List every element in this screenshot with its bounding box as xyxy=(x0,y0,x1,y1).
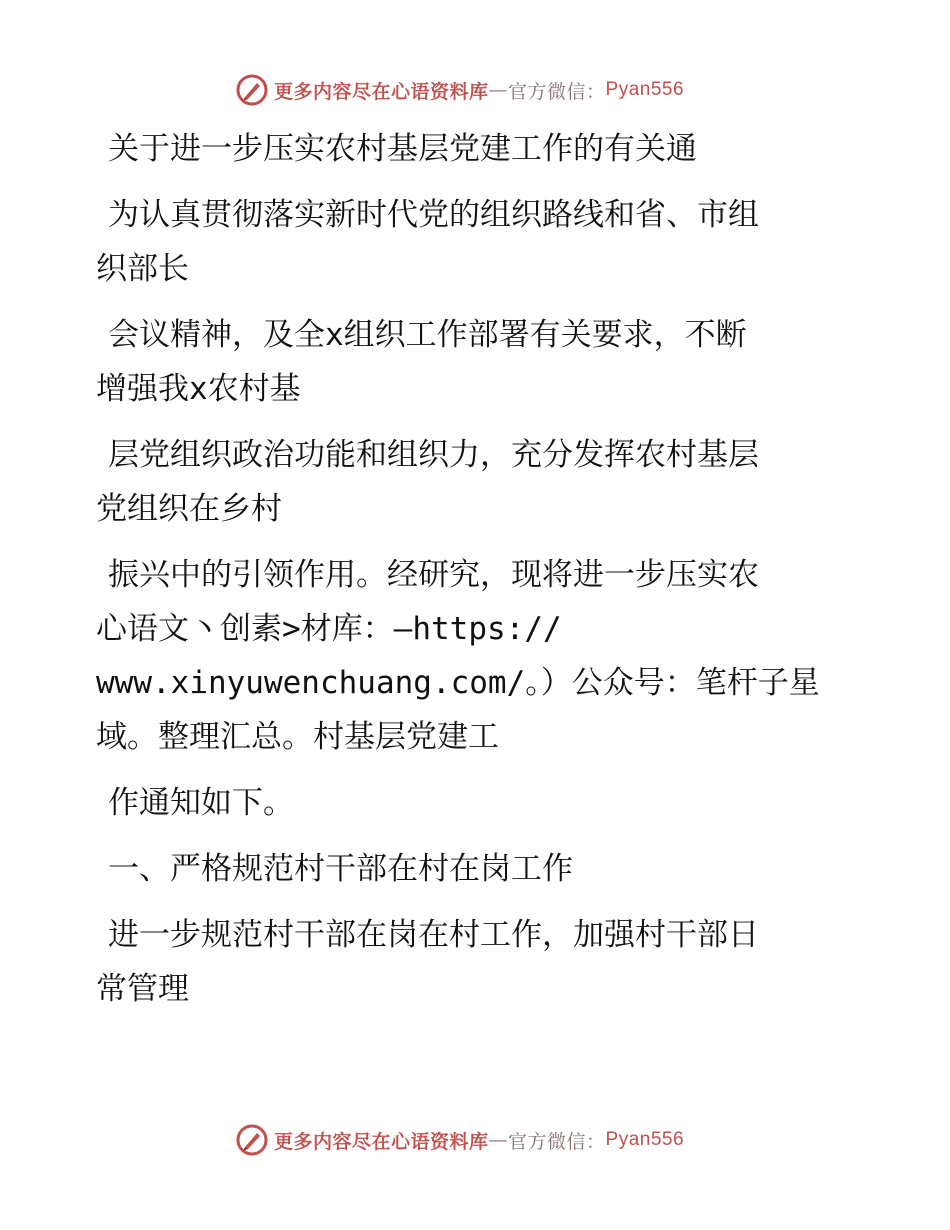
paragraph-line: 进一步规范村干部在岗在村工作，加强村干部日 xyxy=(108,917,759,953)
watermark-main-text: 更多内容尽在心语资料库 xyxy=(274,80,489,103)
paragraph-line: 党组织在乡村 xyxy=(96,491,282,527)
section-heading: 一、严格规范村干部在村在岗工作 xyxy=(108,851,573,887)
footer-watermark xyxy=(236,1122,684,1158)
paragraph-line: 常管理 xyxy=(96,971,189,1007)
header-watermark xyxy=(236,72,684,108)
paragraph-line: 作通知如下。 xyxy=(108,785,294,821)
paragraph-line: 心语文丶创素>材库：—https:// xyxy=(96,611,562,647)
document-body xyxy=(96,122,836,1016)
watermark-wechat-id: Pyan556 xyxy=(605,1129,685,1150)
watermark-separator: — xyxy=(488,79,509,101)
paragraph-line: 域。整理汇总。村基层党建工 xyxy=(96,719,499,755)
paragraph-line: 层党组织政治功能和组织力，充分发挥农村基层 xyxy=(108,437,759,473)
pen-logo-icon xyxy=(236,74,268,106)
paragraph-line: 增强我x农村基 xyxy=(96,371,301,407)
watermark-main-text: 更多内容尽在心语资料库 xyxy=(274,1130,489,1153)
paragraph-line: 织部长 xyxy=(96,251,189,287)
paragraph-line: 会议精神，及全x组织工作部署有关要求，不断 xyxy=(108,317,747,353)
watermark-wechat-label: 官方微信： xyxy=(508,1130,606,1153)
watermark-separator: — xyxy=(488,1129,509,1151)
watermark-wechat-label: 官方微信： xyxy=(508,80,606,103)
paragraph-line: www.xinyuwenchuang.com/。）公众号：笔杆子星 xyxy=(96,665,820,701)
paragraph-line: 振兴中的引领作用。经研究，现将进一步压实农 xyxy=(108,557,759,593)
watermark-wechat-id: Pyan556 xyxy=(605,79,685,100)
paragraph-line: 为认真贯彻落实新时代党的组织路线和省、市组 xyxy=(108,197,759,233)
pen-logo-icon xyxy=(236,1124,268,1156)
document-title: 关于进一步压实农村基层党建工作的有关通 xyxy=(108,131,697,167)
